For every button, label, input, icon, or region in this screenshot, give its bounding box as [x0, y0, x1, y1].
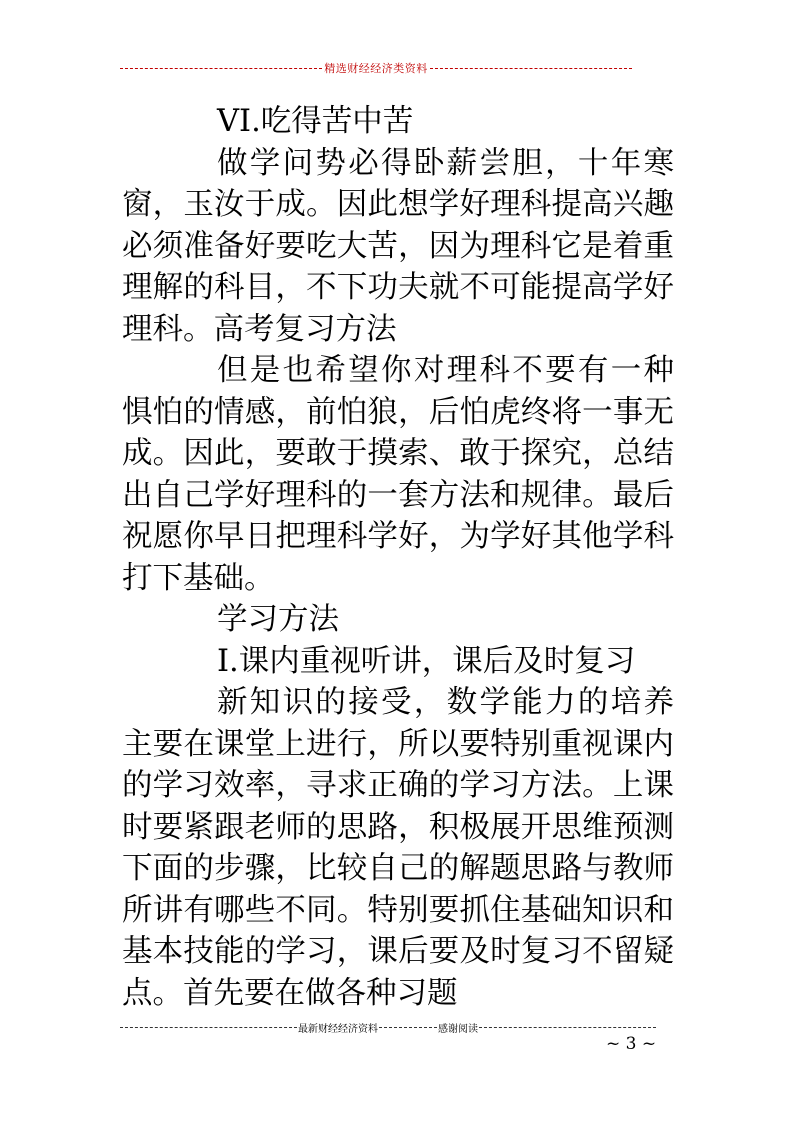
- footer-rule-middle: [379, 1027, 437, 1028]
- header-label: 精选财经经济类资料: [324, 62, 428, 75]
- section-heading-vi: VI.吃得苦中苦: [217, 104, 414, 139]
- footer-left-label: 最新财经经济资料: [298, 1023, 378, 1035]
- body-paragraph: 新知识的接受，数学能力的培养主要在课堂上进行，所以要特别重视课内的学习效率，寻求正确的学习方法。上课时要紧跟老师的思路，积极展开思维预测下面的步骤，比较自己的解题思路与教师所讲有哪些不同。特别要抓住基础知识和基本技能的学习，课后要及时复习不留疑点。首先要在做各种习题: [122, 685, 674, 1011]
- section-heading-study-methods: 学习方法: [217, 602, 339, 637]
- header-rule-left: [120, 68, 322, 69]
- document-body: [122, 101, 674, 1014]
- page-footer: [120, 1020, 656, 1034]
- body-paragraph: 做学问势必得卧薪尝胆，十年寒窗，玉汝于成。因此想学好理科提高兴趣必须准备好要吃大苦，因为理科它是着重理解的科目，不下功夫就不可能提高学好理科。高考复习方法: [122, 145, 674, 347]
- footer-right-label: 感谢阅读: [438, 1023, 478, 1035]
- page-number: ~ 3 ~: [606, 1034, 657, 1054]
- section-heading-i: I.课内重视听讲，课后及时复习: [217, 643, 636, 679]
- header-rule-right: [430, 68, 632, 69]
- page-header: [120, 60, 632, 76]
- footer-rule-right: [479, 1027, 656, 1028]
- body-paragraph: 但是也希望你对理科不要有一种惧怕的情感，前怕狼，后怕虎终将一事无成。因此，要敢于摸索、敢于探究，总结出自己学好理科的一套方法和规律。最后祝愿你早日把理科学好，为学好其他学科打下基础。: [122, 353, 674, 596]
- footer-rule-left: [120, 1027, 297, 1028]
